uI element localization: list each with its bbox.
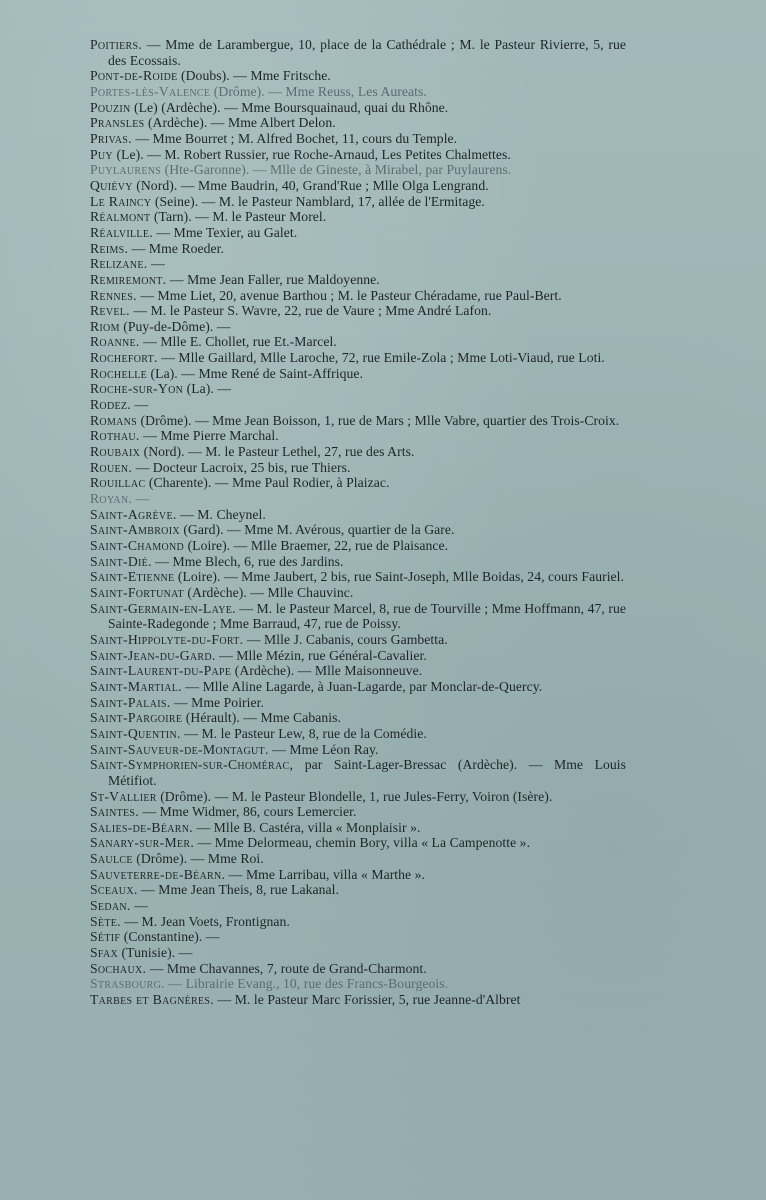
- entry-details: — M. le Pasteur S. Wavre, 22, rue de Vaure ; Mme André Lafon.: [129, 303, 492, 319]
- directory-entry: [90, 976, 626, 992]
- entry-details: (Drôme). — M. le Pasteur Blondelle, 1, rue Jules-Ferry, Voiron (Isère).: [156, 788, 553, 804]
- entry-details: — M. le Pasteur Lew, 8, rue de la Comédie.: [180, 725, 427, 741]
- entry-details: — Mme Poirier.: [170, 694, 264, 710]
- entry-details: (Nord). — M. le Pasteur Lethel, 27, rue des Arts.: [140, 444, 415, 460]
- entry-place: Rochefort.: [90, 350, 158, 366]
- entry-place: Riom: [90, 318, 120, 334]
- entry-details: (Tarn). — M. le Pasteur Morel.: [150, 209, 327, 225]
- entry-details: — Mme Bourret ; M. Alfred Bochet, 11, cours du Temple.: [131, 130, 458, 146]
- directory-entry: [90, 194, 626, 210]
- directory-entry: [90, 303, 626, 319]
- entry-details: (Constantine). —: [120, 929, 220, 945]
- entry-details: — M. le Pasteur Marc Forissier, 5, rue Jeanne-d'Albret: [214, 992, 521, 1008]
- entry-place: Pransles: [90, 115, 145, 131]
- entry-details: —: [132, 491, 150, 507]
- entry-details: — Mme Léon Ray.: [268, 741, 379, 757]
- entry-details: (Ardèche). — Mlle Chauvinc.: [183, 584, 354, 600]
- entry-details: (Puy-de-Dôme). —: [119, 318, 231, 334]
- entry-place: Privas.: [90, 130, 132, 146]
- directory-entry: [90, 695, 626, 711]
- entry-details: — Mme Jean Faller, rue Maldoyenne.: [166, 271, 380, 287]
- entry-place: Pont-de-Roide: [90, 68, 178, 84]
- directory-entry: [90, 241, 626, 257]
- directory-entry: [90, 460, 626, 476]
- entry-details: — M. le Pasteur Marcel, 8, rue de Tourville ; Mme Hoffmann, 47, rue Sainte-Radegonde ; Mme Barraud, 47, rue de Poissy.: [108, 600, 626, 632]
- entry-place: Saint-Martial.: [90, 678, 182, 694]
- entry-place: Sauveterre-de-Béarn.: [90, 866, 226, 882]
- entry-details: (Drôme). — Mme Reuss, Les Aureats.: [210, 83, 427, 99]
- entry-details: — Mlle J. Cabanis, cours Gambetta.: [243, 631, 448, 647]
- entry-place: Sfax: [90, 945, 119, 961]
- entry-details: — Mme Widmer, 86, cours Lemercier.: [139, 804, 357, 820]
- entry-details: — Mlle B. Castéra, villa « Monplaisir ».: [192, 819, 421, 835]
- directory-entry: [90, 914, 626, 930]
- entry-place: Rochelle: [90, 365, 148, 381]
- directory-entry: [90, 554, 626, 570]
- directory-entry: [90, 601, 626, 632]
- entry-details: (Nord). — Mme Baudrin, 40, Grand'Rue ; Mlle Olga Lengrand.: [132, 177, 489, 193]
- entry-place: Saint-Jean-du-Gard.: [90, 647, 216, 663]
- entry-details: — Mme de Larambergue, 10, place de la Cathédrale ; M. le Pasteur Rivierre, 5, rue des Ecossais.: [108, 37, 626, 68]
- directory-entry: [90, 100, 626, 116]
- directory-entry: [90, 288, 626, 304]
- entry-place: Saint-Chamond: [90, 538, 185, 553]
- directory-entry: [90, 663, 626, 679]
- entry-details: — Mlle Gaillard, Mlle Laroche, 72, rue Emile-Zola ; Mme Loti-Viaud, rue Loti.: [157, 350, 605, 366]
- directory-entry: [90, 835, 626, 851]
- directory-entry: [90, 961, 626, 977]
- entry-place: Sanary-sur-Mer.: [90, 835, 195, 851]
- directory-entry: [90, 820, 626, 836]
- directory-entry: [90, 710, 626, 726]
- entry-details: (Gard). — Mme M. Avérous, quartier de la Gare.: [179, 522, 455, 538]
- entry-details: —: [131, 397, 149, 413]
- directory-entry: [90, 115, 626, 131]
- entry-place: Saint-Germain-en-Laye.: [90, 600, 236, 616]
- entry-details: (Ardèche). — Mme Albert Delon.: [144, 115, 336, 131]
- entry-place: Saintes.: [90, 804, 139, 820]
- entry-place: Sochaux.: [90, 960, 147, 976]
- entry-details: — Mlle E. Chollet, rue Et.-Marcel.: [139, 334, 337, 350]
- entry-details: par Saint-Lager-Bressac (Ardèche). — Mme Louis Métifiot.: [108, 757, 626, 788]
- directory-entry: [90, 522, 626, 538]
- directory-entry: [90, 272, 626, 288]
- directory-entry: [90, 334, 626, 350]
- entry-place: Royan.: [90, 491, 133, 507]
- directory-entry: [90, 945, 626, 961]
- entry-place: Pouzin: [90, 99, 131, 115]
- directory-entry: [90, 84, 626, 100]
- entry-place: Revel.: [90, 303, 130, 319]
- entry-place: Quiévy: [90, 177, 133, 193]
- entry-details: — Mme Blech, 6, rue des Jardins.: [151, 553, 344, 569]
- entry-details: (Tunisie). —: [118, 945, 193, 961]
- directory-entry: [90, 37, 626, 68]
- directory-entry: [90, 147, 626, 163]
- entry-place: Saint-Palais.: [90, 694, 171, 710]
- entry-place: Saint-Symphorien-sur-Chomérac,: [90, 757, 294, 773]
- directory-entry: [90, 397, 626, 413]
- entry-place: Puy: [90, 146, 113, 162]
- entry-details: — M. Jean Voets, Frontignan.: [120, 913, 290, 929]
- directory-entry: [90, 131, 626, 147]
- entry-place: Rouillac: [90, 475, 146, 491]
- entry-details: (Loire). — Mlle Braemer, 22, rue de Plaisance.: [184, 538, 449, 553]
- entry-place: Saint-Fortunat: [90, 584, 184, 600]
- directory-entry: [90, 162, 626, 178]
- entry-details: (La). —: [183, 381, 232, 397]
- entry-place: Poitiers.: [90, 37, 143, 52]
- directory-entry: [90, 350, 626, 366]
- entry-details: (Hte-Garonne). — Mlle de Gineste, à Mirabel, par Puylaurens.: [161, 162, 512, 178]
- directory-entry: [90, 366, 626, 382]
- directory-entry: [90, 882, 626, 898]
- directory-entry: [90, 804, 626, 820]
- directory-entry: [90, 569, 626, 585]
- entry-details: (Loire). — Mme Jaubert, 2 bis, rue Saint-Joseph, Mlle Boidas, 24, cours Fauriel.: [174, 569, 624, 585]
- entry-details: — Mme Chavannes, 7, route de Grand-Charmont.: [146, 960, 427, 976]
- entry-details: — Mlle Aline Lagarde, à Juan-Lagarde, par Monclar-de-Quercy.: [181, 678, 543, 694]
- entry-details: — M. Cheynel.: [176, 506, 266, 522]
- entry-details: (Charente). — Mme Paul Rodier, à Plaizac.: [145, 475, 390, 491]
- entry-details: (Hérault). — Mme Cabanis.: [182, 710, 341, 726]
- entry-place: Salies-de-Béarn.: [90, 819, 193, 835]
- entry-details: —: [147, 256, 165, 272]
- entry-details: — Mme Larribau, villa « Marthe ».: [225, 866, 426, 882]
- directory-entry: [90, 491, 626, 507]
- entry-details: (Doubs). — Mme Fritsche.: [177, 68, 331, 84]
- entry-place: Tarbes et Bagnères.: [90, 992, 215, 1008]
- entry-place: Rouen.: [90, 459, 133, 475]
- directory-entry: [90, 444, 626, 460]
- entry-place: Rennes.: [90, 287, 137, 303]
- directory-entry: [90, 757, 626, 788]
- address-list: [90, 37, 626, 1008]
- entry-place: Romans: [90, 412, 138, 428]
- directory-entry: [90, 585, 626, 601]
- entry-details: (Drôme). — Mme Jean Boisson, 1, rue de Mars ; Mlle Vabre, quartier des Trois-Croix.: [137, 412, 620, 428]
- entry-details: (Le) (Ardèche). — Mme Boursquainaud, quai du Rhône.: [130, 99, 449, 115]
- entry-place: Saint-Quentin.: [90, 725, 181, 741]
- directory-entry: [90, 898, 626, 914]
- directory-entry: [90, 256, 626, 272]
- entry-place: Rothau.: [90, 428, 140, 444]
- entry-details: — Mlle Mézin, rue Général-Cavalier.: [215, 647, 427, 663]
- entry-place: Le Raincy: [90, 193, 152, 209]
- entry-place: Portes-lès-Valence: [90, 83, 211, 99]
- directory-entry: [90, 648, 626, 664]
- entry-details: — Mme Roeder.: [128, 240, 224, 256]
- entry-place: Sceaux.: [90, 882, 138, 898]
- directory-entry: [90, 789, 626, 805]
- entry-details: — Mme Jean Theis, 8, rue Lakanal.: [137, 882, 339, 898]
- directory-entry: [90, 225, 626, 241]
- entry-details: (Drôme). — Mme Roi.: [132, 851, 264, 867]
- entry-details: — Librairie Evang., 10, rue des Francs-Bourgeois.: [164, 976, 449, 992]
- entry-details: (La). — Mme René de Saint-Affrique.: [147, 365, 363, 381]
- directory-entry: [90, 475, 626, 491]
- entry-place: Saint-Sauveur-de-Montagut.: [90, 741, 269, 757]
- directory-entry: [90, 992, 626, 1008]
- entry-details: — Mme Texier, au Galet.: [152, 224, 298, 240]
- entry-place: Puylaurens: [90, 162, 162, 178]
- entry-place: Reims.: [90, 240, 129, 256]
- entry-place: Sète.: [90, 913, 121, 929]
- directory-entry: [90, 851, 626, 867]
- entry-place: Saint-Dié.: [90, 553, 152, 569]
- entry-place: Saint-Hippolyte-du-Fort.: [90, 631, 244, 647]
- directory-entry: [90, 538, 626, 554]
- entry-details: — Docteur Lacroix, 25 bis, rue Thiers.: [132, 459, 351, 475]
- directory-entry: [90, 209, 626, 225]
- directory-entry: [90, 428, 626, 444]
- entry-place: Remiremont.: [90, 271, 167, 287]
- entry-place: Réalmont: [90, 209, 151, 225]
- entry-place: St-Vallier: [90, 788, 157, 804]
- entry-place: Saint-Laurent-du-Pape: [90, 663, 232, 679]
- directory-entry: [90, 507, 626, 523]
- directory-entry: [90, 68, 626, 84]
- entry-place: Roche-sur-Yon: [90, 381, 184, 397]
- entry-place: Saint-Ambroix: [90, 522, 180, 538]
- directory-entry: [90, 319, 626, 335]
- entry-place: Sedan.: [90, 898, 131, 914]
- entry-place: Roubaix: [90, 444, 141, 460]
- directory-entry: [90, 726, 626, 742]
- entry-details: —: [130, 898, 148, 914]
- entry-details: (Seine). — M. le Pasteur Namblard, 17, allée de l'Ermitage.: [151, 193, 485, 209]
- entry-place: Saint-Etienne: [90, 569, 175, 585]
- entry-place: Sétif: [90, 929, 121, 945]
- entry-details: — Mme Delormeau, chemin Bory, villa « La Campenotte ».: [194, 835, 531, 851]
- entry-place: Relizane.: [90, 256, 148, 272]
- entry-place: Strasbourg.: [90, 976, 165, 992]
- entry-place: Saint-Agrève.: [90, 506, 177, 522]
- directory-entry: [90, 929, 626, 945]
- entry-place: Saulce: [90, 851, 133, 867]
- directory-entry: [90, 679, 626, 695]
- directory-entry: [90, 413, 626, 429]
- entry-details: (Le). — M. Robert Russier, rue Roche-Arnaud, Les Petites Chalmettes.: [112, 146, 511, 162]
- entry-details: (Ardèche). — Mlle Maisonneuve.: [231, 663, 423, 679]
- directory-entry: [90, 381, 626, 397]
- directory-entry: [90, 867, 626, 883]
- entry-place: Réalville.: [90, 224, 153, 240]
- entry-details: — Mme Pierre Marchal.: [139, 428, 279, 444]
- entry-details: — Mme Liet, 20, avenue Barthou ; M. le Pasteur Chéradame, rue Paul-Bert.: [136, 287, 562, 303]
- entry-place: Rodez.: [90, 397, 132, 413]
- entry-place: Saint-Pargoire: [90, 710, 183, 726]
- directory-entry: [90, 632, 626, 648]
- entry-place: Roanne.: [90, 334, 140, 350]
- directory-entry: [90, 742, 626, 758]
- directory-entry: [90, 178, 626, 194]
